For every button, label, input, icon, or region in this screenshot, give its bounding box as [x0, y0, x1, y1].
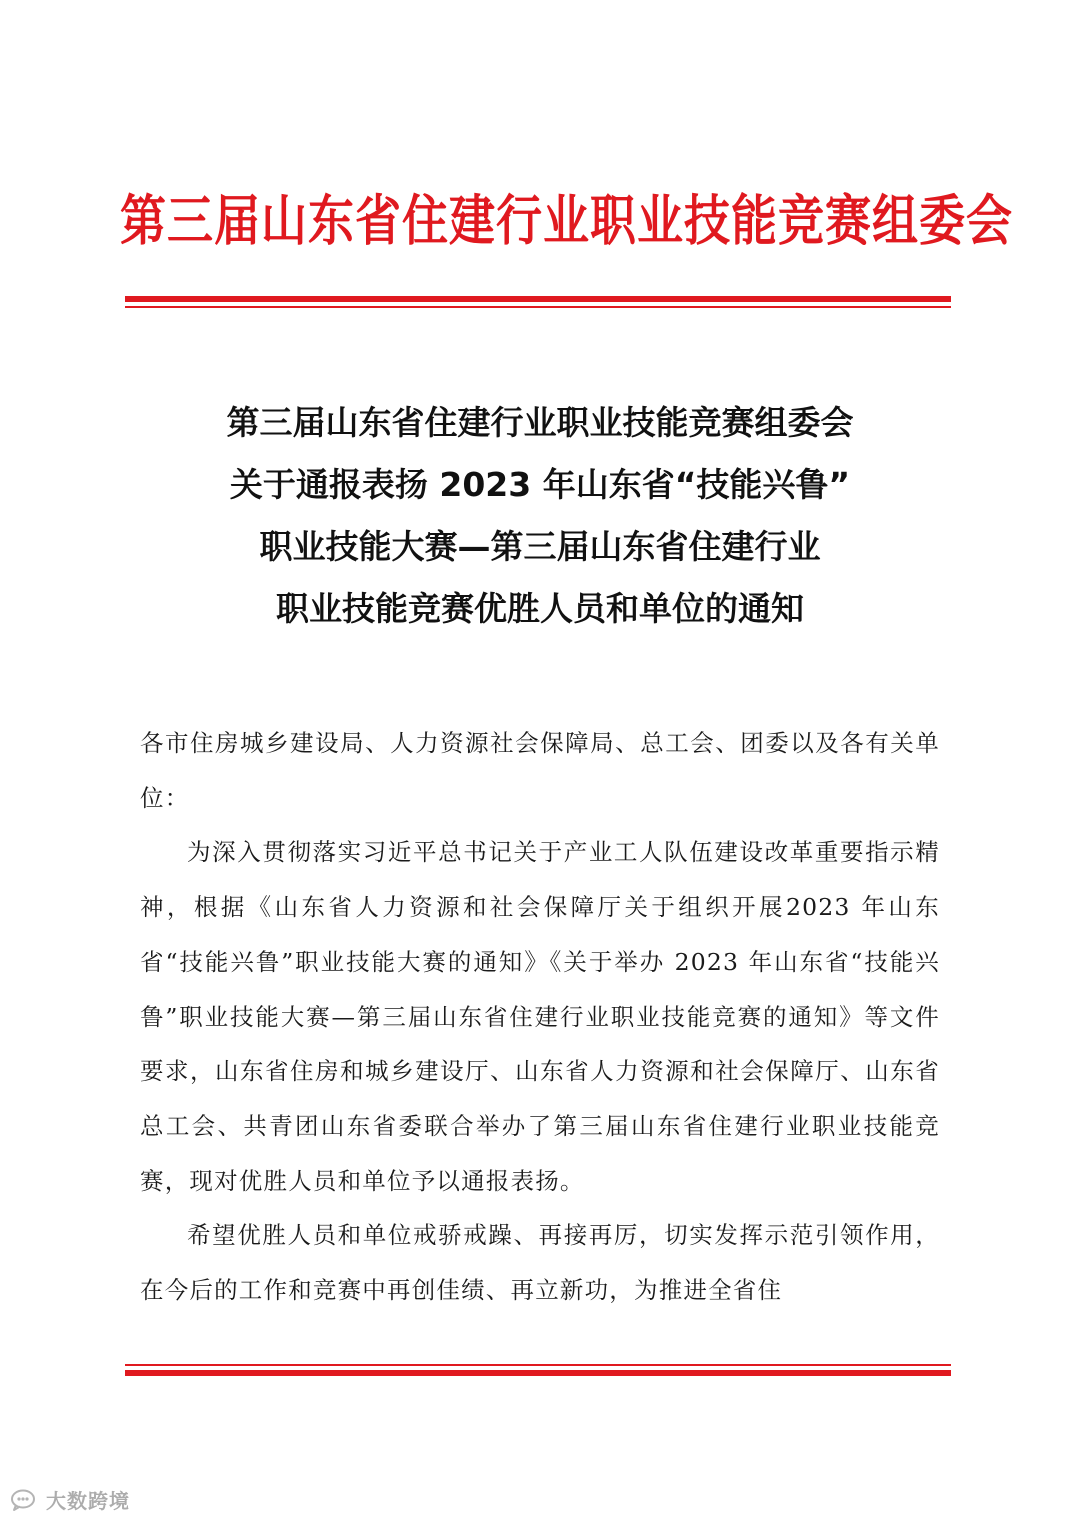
watermark-text: 大数跨境 [46, 1489, 130, 1513]
chat-bubble-icon [10, 1488, 40, 1512]
body-paragraph: 为深入贯彻落实习近平总书记关于产业工人队伍建设改革重要指示精神，根据《山东省人力资源和社会保障厅关于组织开展2023 年山东省“技能兴鲁”职业技能大赛的通知》《关于举办 2023 年山东省“技能兴鲁”职业技能大赛—第三届山东省住建行业职业技能竞赛的通知》等文件要求，山东省住房和城乡建设厅、山东省人力资源和社会保障厅、山东省总工会、共青团山东省委联合举办了第三届山东省住建行业职业技能竞赛，现对优胜人员和单位予以通报表扬。 [140, 838, 940, 1195]
document-title [100, 392, 980, 640]
title-line: 职业技能竞赛优胜人员和单位的通知 [276, 589, 804, 628]
divider-thick-line [125, 1370, 951, 1376]
watermark [10, 1485, 130, 1514]
title-line: 职业技能大赛—第三届山东省住建行业 [259, 527, 821, 566]
title-line: 第三届山东省住建行业职业技能竞赛组委会 [226, 403, 854, 442]
body-paragraph: 希望优胜人员和单位戒骄戒躁、再接再厉，切实发挥示范引领作用，在今后的工作和竞赛中再创佳绩、再立新功，为推进全省住 [140, 1221, 940, 1305]
title-line: 关于通报表扬 2023 年山东省“技能兴鲁” [229, 465, 851, 504]
divider-thin-line [125, 306, 951, 308]
salutation: 各市住房城乡建设局、人力资源社会保障局、总工会、团委以及各有关单位： [140, 729, 940, 812]
letterhead-title: 第三届山东省住建行业职业技能竞赛组委会 [120, 188, 1013, 253]
footer-divider [125, 1364, 951, 1376]
document-body [140, 716, 940, 1318]
letterhead-divider [125, 296, 951, 308]
